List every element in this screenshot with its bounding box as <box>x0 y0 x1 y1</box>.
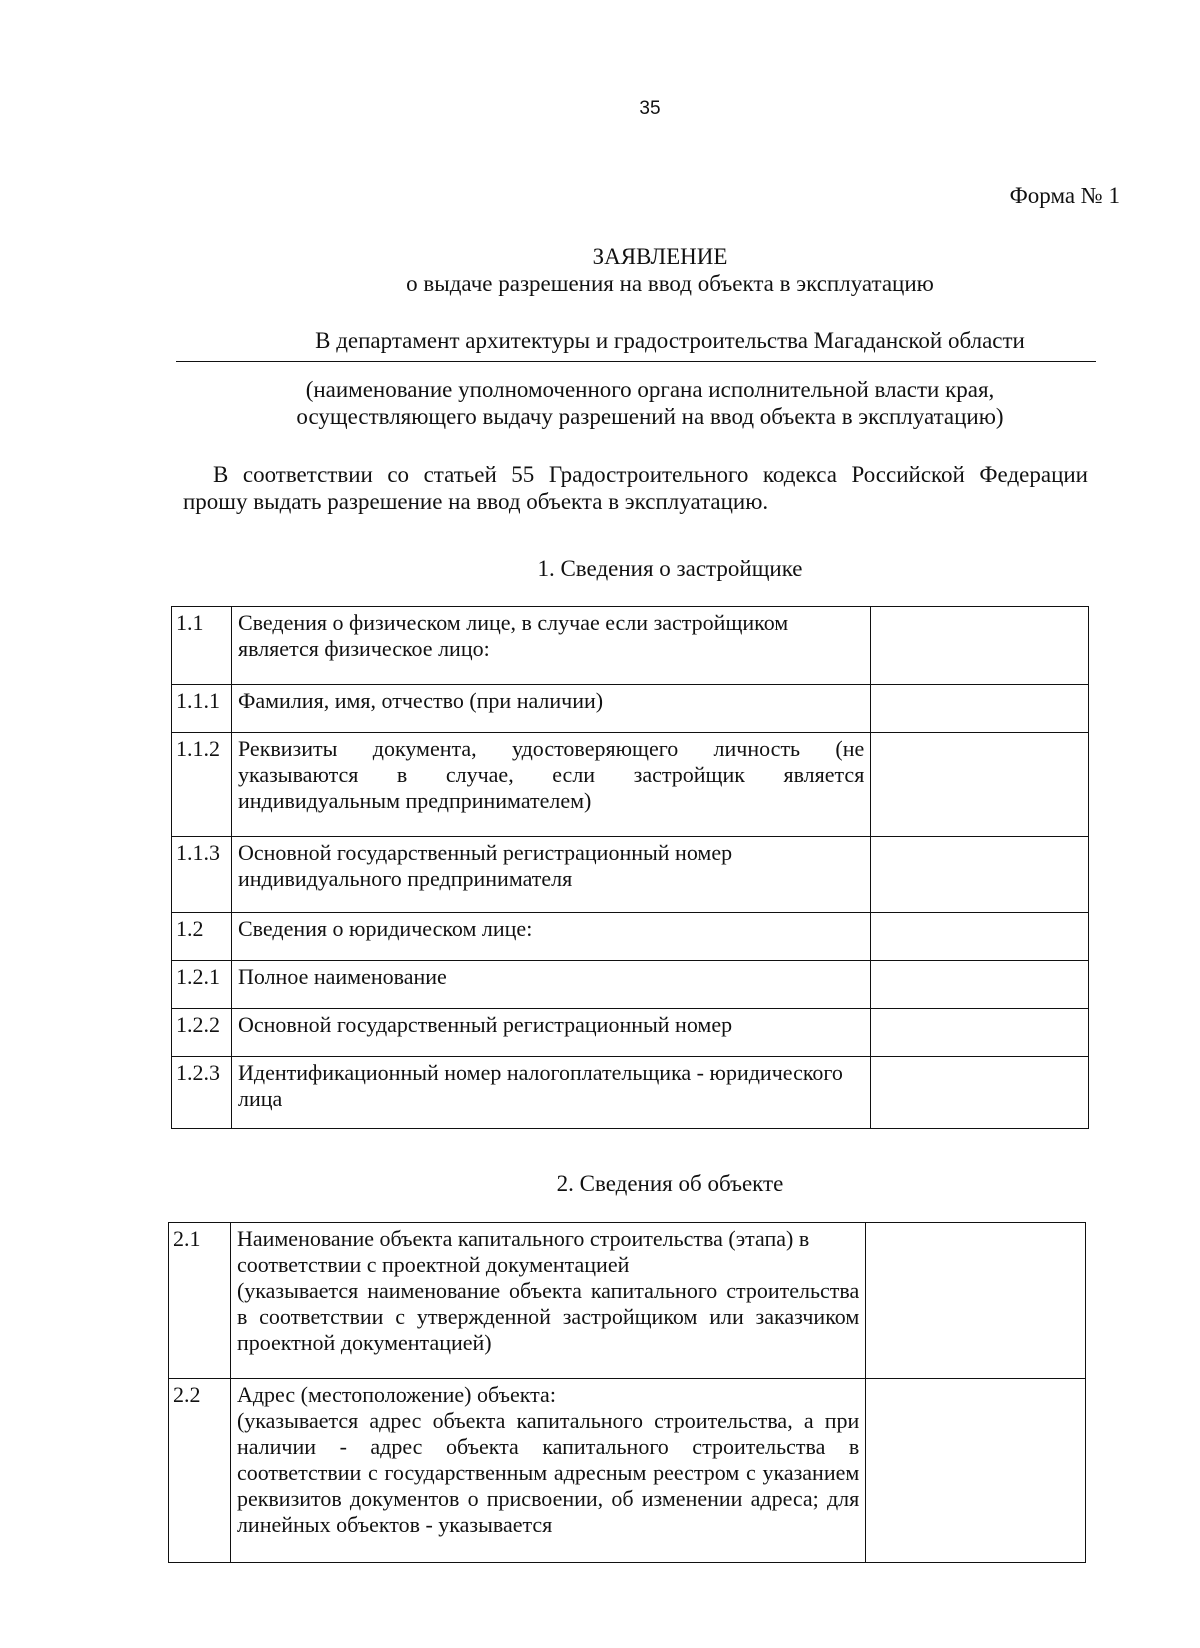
recipient-hint-line2: осуществляющего выдачу разрешений на ввод объекта в эксплуатацию) <box>296 404 1004 429</box>
document-title: ЗАЯВЛЕНИЕ <box>592 244 728 269</box>
row-number: 1.2 <box>172 913 232 961</box>
row-description: Сведения о юридическом лице: <box>231 913 870 961</box>
document-subtitle: о выдаче разрешения на ввод объекта в эксплуатацию <box>406 271 934 296</box>
row-value-cell[interactable] <box>871 607 1089 685</box>
row-description: Основной государственный регистрационный номер индивидуального предпринимателя <box>231 837 870 913</box>
row-value-cell[interactable] <box>871 913 1089 961</box>
section1-title: 1. Сведения о застройщике <box>537 556 803 581</box>
row-number: 1.2.2 <box>172 1009 232 1057</box>
row-number: 1.2.3 <box>172 1057 232 1129</box>
table-row <box>169 1379 1086 1563</box>
table-row <box>172 685 1089 733</box>
form-label: Форма № 1 <box>1009 183 1120 208</box>
row-description: Полное наименование <box>231 961 870 1009</box>
recipient-hint <box>240 376 1060 430</box>
row-main-text: Адрес (местоположение) объекта: <box>236 1382 556 1407</box>
row-note-text: (указывается наименование объекта капитального строительства в соответствии с утвержденной застройщиком или заказчиком проектной документацией) <box>236 1278 860 1355</box>
row-number: 2.2 <box>169 1379 231 1563</box>
table-row <box>172 961 1089 1009</box>
row-description: Сведения о физическом лице, в случае если застройщиком является физическое лицо: <box>231 607 870 685</box>
row-description <box>230 1379 865 1563</box>
row-description <box>230 1223 865 1379</box>
row-description: Основной государственный регистрационный номер <box>231 1009 870 1057</box>
row-value-cell[interactable] <box>871 837 1089 913</box>
row-value-cell[interactable] <box>866 1379 1086 1563</box>
recipient-text: В департамент архитектуры и градостроительства Магаданской области <box>315 328 1025 353</box>
section2-title: 2. Сведения об объекте <box>556 1171 784 1196</box>
developer-info-table <box>171 606 1089 1129</box>
recipient-hint-line1: (наименование уполномоченного органа исполнительной власти края, <box>305 377 995 402</box>
row-number: 1.1.3 <box>172 837 232 913</box>
object-info-table <box>168 1222 1086 1563</box>
row-value-cell[interactable] <box>866 1223 1086 1379</box>
row-note-text: (указывается адрес объекта капитального строительства, а при наличии - адрес объекта капитального строительства в соответствии с государственным адресным реестром с указанием реквизитов документов о присвоении, об изменении адреса; для линейных объектов - указывается <box>236 1408 860 1537</box>
row-number: 1.2.1 <box>172 961 232 1009</box>
row-description: Реквизиты документа, удостоверяющего личность (не указываются в случае, если застройщик является индивидуальным предпринимателем) <box>231 733 870 837</box>
table-row <box>172 913 1089 961</box>
page-number: 35 <box>639 98 661 119</box>
table-row <box>172 1009 1089 1057</box>
table-row <box>172 607 1089 685</box>
table-row <box>169 1223 1086 1379</box>
row-number: 1.1 <box>172 607 232 685</box>
row-value-cell[interactable] <box>871 1057 1089 1129</box>
row-description: Идентификационный номер налогоплательщика - юридического лица <box>231 1057 870 1129</box>
row-description: Фамилия, имя, отчество (при наличии) <box>231 685 870 733</box>
row-main-text: Наименование объекта капитального строительства (этапа) в соответствии с проектной документацией <box>236 1226 810 1277</box>
row-value-cell[interactable] <box>871 961 1089 1009</box>
table-row <box>172 1057 1089 1129</box>
row-value-cell[interactable] <box>871 1009 1089 1057</box>
row-number: 2.1 <box>169 1223 231 1379</box>
table-row <box>172 733 1089 837</box>
request-paragraph: В соответствии со статьей 55 Градостроительного кодекса Российской Федерации прошу выдать разрешение на ввод объекта в эксплуатацию. <box>183 462 1088 514</box>
table-row <box>172 837 1089 913</box>
row-value-cell[interactable] <box>871 733 1089 837</box>
row-value-cell[interactable] <box>871 685 1089 733</box>
row-number: 1.1.2 <box>172 733 232 837</box>
recipient-underline <box>176 361 1096 362</box>
row-number: 1.1.1 <box>172 685 232 733</box>
